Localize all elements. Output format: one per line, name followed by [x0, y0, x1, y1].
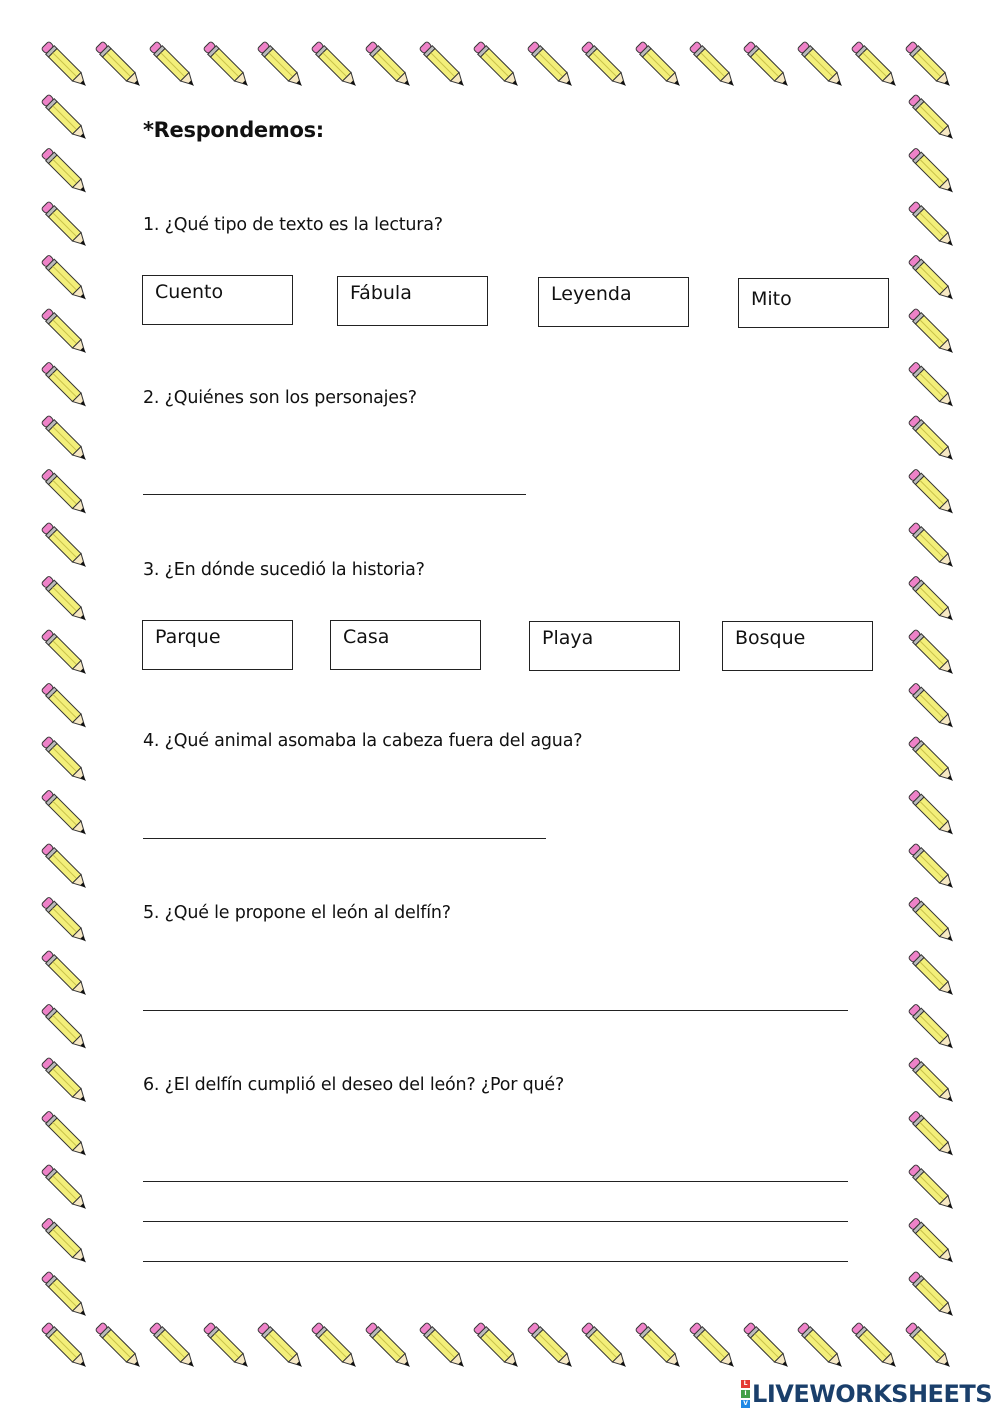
pencil-icon — [41, 575, 90, 624]
q6-answer-line-1[interactable] — [143, 1181, 848, 1182]
q1-option-fabula[interactable]: Fábula — [337, 276, 488, 326]
pencil-icon — [908, 1057, 957, 1106]
pencil-icon — [581, 41, 630, 90]
pencil-icon — [908, 1271, 957, 1320]
pencil-icon — [41, 950, 90, 999]
pencil-icon — [908, 843, 957, 892]
pencil-icon — [908, 522, 957, 571]
pencil-icon — [908, 629, 957, 678]
pencil-icon — [203, 41, 252, 90]
q4-answer-line[interactable] — [143, 838, 546, 839]
pencil-icon — [41, 789, 90, 838]
pencil-icon — [41, 468, 90, 517]
pencil-icon — [41, 308, 90, 357]
pencil-icon — [908, 1164, 957, 1213]
pencil-icon — [908, 254, 957, 303]
q1-option-leyenda[interactable]: Leyenda — [538, 277, 689, 327]
liveworksheets-brand[interactable] — [741, 1378, 992, 1410]
pencil-icon — [419, 1322, 468, 1371]
pencil-icon — [851, 1322, 900, 1371]
worksheet-heading: *Respondemos: — [143, 118, 324, 142]
logo-square-v: V — [741, 1400, 750, 1408]
q3-option-bosque[interactable]: Bosque — [722, 621, 873, 671]
q6-answer-line-3[interactable] — [143, 1261, 848, 1262]
pencil-icon — [41, 201, 90, 250]
pencil-icon — [851, 41, 900, 90]
question-5: 5. ¿Qué le propone el león al delfín? — [143, 903, 451, 923]
pencil-icon — [41, 415, 90, 464]
pencil-icon — [365, 1322, 414, 1371]
pencil-icon — [635, 1322, 684, 1371]
question-6: 6. ¿El delfín cumplió el deseo del león? ¿Por qué? — [143, 1075, 565, 1095]
logo-square-i: I — [741, 1390, 750, 1398]
pencil-icon — [365, 41, 414, 90]
q2-answer-line[interactable] — [143, 494, 526, 495]
pencil-icon — [908, 1110, 957, 1159]
pencil-icon — [41, 147, 90, 196]
pencil-icon — [41, 736, 90, 785]
pencil-icon — [743, 41, 792, 90]
question-3: 3. ¿En dónde sucedió la historia? — [143, 560, 425, 580]
pencil-icon — [743, 1322, 792, 1371]
question-1: 1. ¿Qué tipo de texto es la lectura? — [143, 215, 443, 235]
pencil-icon — [41, 41, 90, 90]
pencil-icon — [41, 94, 90, 143]
pencil-icon — [203, 1322, 252, 1371]
pencil-icon — [527, 1322, 576, 1371]
pencil-icon — [908, 736, 957, 785]
pencil-icon — [149, 41, 198, 90]
pencil-icon — [908, 950, 957, 999]
pencil-icon — [41, 522, 90, 571]
q3-option-parque[interactable]: Parque — [142, 620, 293, 670]
pencil-icon — [41, 1217, 90, 1266]
pencil-icon — [41, 361, 90, 410]
pencil-icon — [95, 1322, 144, 1371]
question-2: 2. ¿Quiénes son los personajes? — [143, 388, 417, 408]
pencil-icon — [41, 843, 90, 892]
pencil-icon — [908, 201, 957, 250]
pencil-icon — [41, 1110, 90, 1159]
pencil-icon — [797, 1322, 846, 1371]
q3-option-casa[interactable]: Casa — [330, 620, 481, 670]
pencil-icon — [257, 41, 306, 90]
q6-answer-line-2[interactable] — [143, 1221, 848, 1222]
q1-option-mito[interactable]: Mito — [738, 278, 889, 328]
q1-option-cuento[interactable]: Cuento — [142, 275, 293, 325]
question-4: 4. ¿Qué animal asomaba la cabeza fuera del agua? — [143, 731, 583, 751]
pencil-icon — [908, 575, 957, 624]
pencil-icon — [95, 41, 144, 90]
pencil-icon — [41, 1322, 90, 1371]
pencil-icon — [41, 896, 90, 945]
pencil-icon — [908, 415, 957, 464]
pencil-icon — [473, 1322, 522, 1371]
q5-answer-line[interactable] — [143, 1010, 848, 1011]
pencil-icon — [473, 41, 522, 90]
brand-name: LIVEWORKSHEETS — [752, 1380, 992, 1408]
pencil-icon — [41, 1057, 90, 1106]
pencil-icon — [41, 629, 90, 678]
pencil-icon — [311, 41, 360, 90]
pencil-icon — [527, 41, 576, 90]
pencil-icon — [908, 94, 957, 143]
pencil-icon — [908, 896, 957, 945]
pencil-icon — [908, 1217, 957, 1266]
q3-option-playa[interactable]: Playa — [529, 621, 680, 671]
pencil-icon — [908, 682, 957, 731]
pencil-icon — [908, 308, 957, 357]
pencil-icon — [257, 1322, 306, 1371]
pencil-icon — [581, 1322, 630, 1371]
pencil-icon — [635, 41, 684, 90]
logo-square-l: L — [741, 1380, 750, 1388]
pencil-icon — [419, 41, 468, 90]
pencil-icon — [41, 1271, 90, 1320]
pencil-icon — [41, 254, 90, 303]
pencil-icon — [908, 361, 957, 410]
pencil-icon — [908, 468, 957, 517]
pencil-icon — [905, 1322, 954, 1371]
pencil-icon — [905, 41, 954, 90]
pencil-icon — [41, 1003, 90, 1052]
pencil-icon — [908, 147, 957, 196]
pencil-icon — [149, 1322, 198, 1371]
liveworksheets-logo-icon — [741, 1379, 750, 1409]
pencil-icon — [311, 1322, 360, 1371]
pencil-icon — [41, 1164, 90, 1213]
pencil-icon — [908, 1003, 957, 1052]
pencil-icon — [908, 789, 957, 838]
pencil-icon — [689, 41, 738, 90]
pencil-icon — [689, 1322, 738, 1371]
pencil-icon — [41, 682, 90, 731]
pencil-icon — [797, 41, 846, 90]
